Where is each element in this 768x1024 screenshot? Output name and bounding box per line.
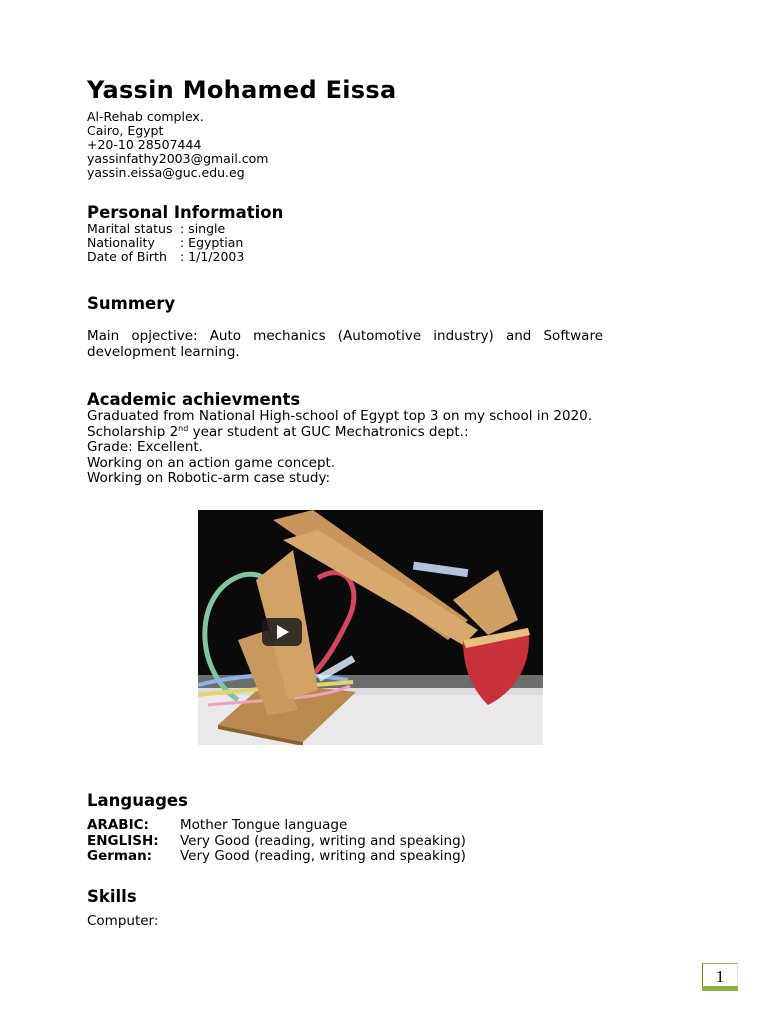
academic-line: Working on Robotic-arm case study: [87, 470, 331, 487]
resume-name: Yassin Mohamed Eissa [87, 76, 397, 104]
academic-line-part: Scholarship 2 [87, 423, 179, 440]
language-row [87, 834, 466, 850]
language-name: ARABIC: [87, 817, 149, 833]
personal-info-label: Marital status [87, 221, 173, 236]
personal-info-label: Date of Birth [87, 249, 167, 264]
language-level: Mother Tongue language [180, 817, 348, 833]
language-row [87, 849, 466, 865]
ordinal-suffix: nd [178, 423, 189, 433]
personal-info-row [87, 236, 244, 250]
phone-number: +20-10 28507444 [87, 137, 202, 152]
language-row [87, 818, 466, 834]
robotic-arm-illustration [198, 510, 543, 745]
summary-text: Main opjective: Auto mechanics (Automotive industry) and Software development learning. [87, 328, 603, 360]
summary-heading: Summery [87, 294, 176, 313]
language-level: Very Good (reading, writing and speaking) [180, 832, 466, 849]
page-number-accent-bar [702, 986, 738, 991]
personal-info-label: Nationality [87, 235, 155, 250]
languages-block [87, 818, 466, 865]
languages-heading: Languages [87, 791, 188, 810]
personal-info-value: : single [180, 221, 226, 236]
personal-info-value: : 1/1/2003 [180, 249, 245, 264]
skills-heading: Skills [87, 887, 137, 906]
skills-text: Computer: [87, 913, 159, 929]
personal-info-block [87, 222, 244, 264]
city-line: Cairo, Egypt [87, 123, 164, 138]
email-personal: yassinfathy2003@gmail.com [87, 151, 269, 166]
academic-line: Graduated from National High-school of Egypt top 3 on my school in 2020. [87, 408, 593, 424]
personal-info-value: : Egyptian [180, 235, 244, 250]
language-level: Very Good (reading, writing and speaking) [180, 848, 466, 865]
email-university: yassin.eissa@guc.edu.eg [87, 165, 245, 180]
page-number: 1 [715, 967, 725, 986]
address-line: Al-Rehab complex. [87, 109, 204, 124]
page-number-box [702, 963, 738, 990]
language-name: German: [87, 848, 153, 865]
language-name: ENGLISH: [87, 832, 159, 849]
academic-line-part: year student at GUC Mechatronics dept.: [188, 423, 469, 440]
personal-info-heading: Personal Information [87, 203, 284, 222]
personal-info-row [87, 250, 244, 264]
academic-line: Working on an action game concept. [87, 454, 336, 471]
robotic-arm-photo[interactable] [198, 510, 543, 745]
academic-line: Grade: Excellent. [87, 439, 203, 456]
personal-info-row [87, 222, 244, 236]
academic-line [87, 425, 592, 441]
contact-block [87, 110, 268, 180]
academic-heading: Academic achievments [87, 390, 301, 409]
academic-block [87, 409, 592, 487]
